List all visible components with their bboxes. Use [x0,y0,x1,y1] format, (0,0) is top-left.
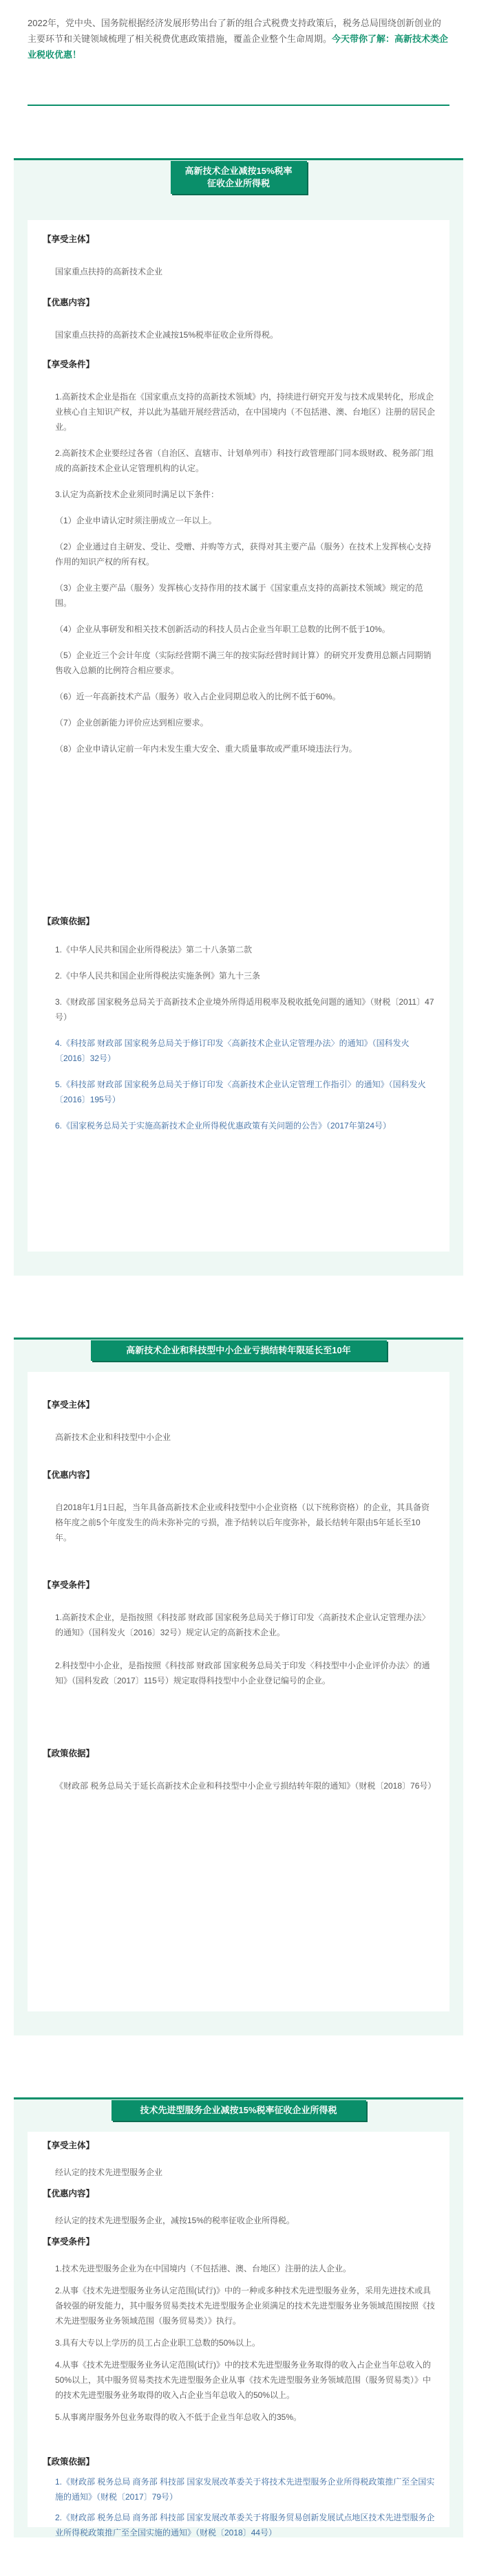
basis-block [43,915,435,1133]
content-heading: 【优惠内容】 [43,298,95,307]
basis-item: 3.《财政部 国家税务总局关于高新技术企业境外所得适用税率及税收抵免问题的通知》（财税〔2011〕47号） [55,997,434,1022]
basis-heading: 【政策依据】 [43,1749,95,1758]
section-loss-carryforward [14,1338,463,2035]
section-title-line: 征收企业所得税 [206,178,270,188]
condition-item: 2.科技型中小企业，是指按照《科技部 财政部 国家税务总局关于印发〈科技型中小企业评价办法〉的通知》（国科发政〔2017〕115号）规定取得科技型中小企业登记编号的企业。 [55,1661,430,1685]
intro-text: 2022年，党中央、国务院根据经济发展形势出台了新的组合式税费支持政策后，税务总局围绕创新创业的主要环节和关键领域梳理了相关税费优惠政策措施，覆盖企业整个生命周期。 [28,18,441,44]
conditions-block [43,1578,435,1688]
section-card [28,220,449,1252]
section-high-tech-enterprise [14,158,463,1276]
conditions-heading: 【享受条件】 [43,360,95,369]
conditions-block [43,358,435,756]
subject-text: 国家重点扶持的高新技术企业 [55,267,163,276]
content-block [43,2187,435,2228]
conditions-heading: 【享受条件】 [43,2237,95,2247]
subject-block [43,2139,435,2180]
section-card [28,2132,449,2537]
condition-item: 5.从事离岸服务外包业务取得的收入不低于企业当年总收入的35%。 [55,2412,302,2422]
subject-text: 经认定的技术先进型服务企业 [55,2168,163,2177]
condition-item: 4.从事《技术先进型服务业务认定范围(试行)》中的技术先进型服务业务取得的收入占企业当年总收入的50%以上，其中服务贸易类技术先进型服务企业从事《技术先进型服务业务领域范围（服务贸易类）》中的技术先进型服务业务取得的收入占企业当年总收入的50%以上。 [55,2360,432,2400]
condition-item: （1）企业申请认定时须注册成立一年以上。 [55,516,217,525]
condition-item: 3.认定为高新技术企业须同时满足以下条件： [55,490,220,499]
conditions-block [43,2235,435,2425]
basis-item: 《财政部 税务总局关于延长高新技术企业和科技型中小企业亏损结转年限的通知》（财税〔2018〕76号） [55,1781,436,1791]
section-title [171,161,307,194]
conditions-heading: 【享受条件】 [43,1580,95,1590]
basis-block [43,1747,435,1793]
basis-link[interactable]: 6.《国家税务总局关于实施高新技术企业所得税优惠政策有关问题的公告》（2017年第24号） [55,1121,392,1131]
condition-item: （5）企业近三个会计年度（实际经营期不满三年的按实际经营时间计算）的研究开发费用总额占同期销售收入总额的比例符合相应要求。 [55,651,432,675]
basis-block [43,2455,435,2540]
section-title: 高新技术企业和科技型中小企业亏损结转年限延长至10年 [91,1340,387,1361]
section-top-bar [14,1338,463,1340]
content-block [43,296,435,342]
condition-item: 1.高新技术企业是指在《国家重点支持的高新技术领域》内，持续进行研究开发与技术成果转化，形成企业核心自主知识产权，并以此为基础开展经营活动，在中国境内（不包括港、澳、台地区）注册的居民企业。 [55,392,436,432]
intro-paragraph [28,15,449,63]
basis-link[interactable]: 5.《科技部 财政部 国家税务总局关于修订印发〈高新技术企业认定管理工作指引〉的通知》（国科发火〔2016〕195号） [55,1080,426,1104]
content-text: 经认定的技术先进型服务企业，减按15%的税率征收企业所得税。 [55,2216,295,2225]
intro-highlight: 今天带你了解：高新技术类企业税收优惠！ [28,34,449,60]
condition-item: （6）近一年高新技术产品（服务）收入占企业同期总收入的比例不低于60%。 [55,692,341,701]
condition-item: （2）企业通过自主研发、受让、受赠、并购等方式，获得对其主要产品（服务）在技术上发挥核心支持作用的知识产权的所有权。 [55,542,432,567]
content-heading: 【优惠内容】 [43,1470,95,1480]
section-top-bar [14,158,463,160]
subject-heading: 【享受主体】 [43,1400,95,1410]
subject-block [43,1398,435,1445]
basis-link[interactable]: 2.《财政部 税务总局 商务部 科技部 国家发展改革委关于将服务贸易创新发展试点地区技术先进型服务企业所得税政策推广至全国实施的通知》（财税〔2018〕44号） [55,2513,435,2537]
condition-item: 2.从事《技术先进型服务业务认定范围(试行)》中的一种或多种技术先进型服务业务，采用先进技术或具备较强的研发能力，其中服务贸易类技术先进型服务企业须满足的技术先进型服务业务领域范围按照《技术先进型服务业务领域范围（服务贸易类）》执行。 [55,2286,436,2326]
condition-item: （8）企业申请认定前一年内未发生重大安全、重大质量事故或严重环境违法行为。 [55,744,357,754]
section-title: 技术先进型服务企业减按15%税率征收企业所得税 [112,2100,366,2121]
basis-link[interactable]: 1.《财政部 税务总局 商务部 科技部 国家发展改革委关于将技术先进型服务企业所得税政策推广至全国实施的通知》（财税〔2017〕79号） [55,2477,435,2502]
section-top-bar [14,2097,463,2099]
content-text: 自2018年1月1日起，当年具备高新技术企业或科技型中小企业资格（以下统称资格）的企业，其具备资格年度之前5个年度发生的尚未弥补完的亏损，准予结转以后年度弥补，最长结转年限由5年延长至10年。 [55,1503,430,1542]
condition-item: （4）企业从事研发和相关技术创新活动的科技人员占企业当年职工总数的比例不低于10%。 [55,624,390,634]
condition-item: （7）企业创新能力评价应达到相应要求。 [55,718,209,728]
basis-heading: 【政策依据】 [43,917,95,926]
subject-heading: 【享受主体】 [43,2141,95,2150]
section-card [28,1372,449,2011]
content-block [43,1468,435,1545]
subject-heading: 【享受主体】 [43,234,95,244]
content-text: 国家重点扶持的高新技术企业减按15%税率征收企业所得税。 [55,330,279,340]
condition-item: 1.技术先进型服务企业为在中国境内（不包括港、澳、台地区）注册的法人企业。 [55,2264,352,2273]
condition-item: 3.具有大专以上学历的员工占企业职工总数的50%以上。 [55,2338,261,2348]
subject-block [43,232,435,279]
content-heading: 【优惠内容】 [43,2189,95,2198]
subject-text: 高新技术企业和科技型中小企业 [55,1432,171,1442]
condition-item: 2.高新技术企业要经过各省（自治区、直辖市、计划单列市）科技行政管理部门同本级财政、税务部门组成的高新技术企业认定管理机构的认定。 [55,448,434,473]
section-title-line: 高新技术企业减按15%税率 [184,166,293,176]
section-advanced-service-enterprise [14,2097,463,2537]
condition-item: 1.高新技术企业，是指按照《科技部 财政部 国家税务总局关于修订印发〈高新技术企业认定管理办法〉的通知》（国科发火〔2016〕32号）规定认定的高新技术企业。 [55,1613,430,1637]
basis-item: 2.《中华人民共和国企业所得税法实施条例》第九十三条 [55,971,261,981]
basis-heading: 【政策依据】 [43,2457,95,2467]
intro-divider [28,105,449,106]
basis-item: 1.《中华人民共和国企业所得税法》第二十八条第二款 [55,945,253,954]
condition-item: （3）企业主要产品（服务）发挥核心支持作用的技术属于《国家重点支持的高新技术领域》规定的范围。 [55,583,423,608]
basis-link[interactable]: 4.《科技部 财政部 国家税务总局关于修订印发〈高新技术企业认定管理办法〉的通知》（国科发火〔2016〕32号） [55,1038,410,1063]
